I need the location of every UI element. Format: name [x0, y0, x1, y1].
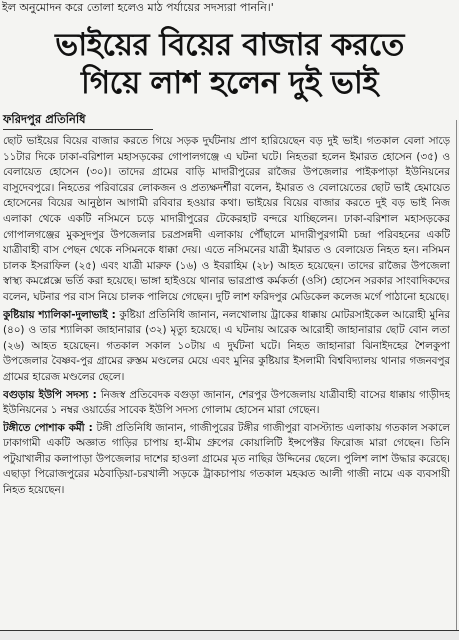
paragraph-text: ছোট ভাইয়ের বিয়ের বাজার করতে গিয়ে সড়ক দুর্ঘটনায় প্রাণ হারিয়েছেন বড় দুই ভাই। গতকাল বেলা সাড়ে ১১টার দিকে ঢাকা-বরিশাল মহাসড়কের গোপালগঞ্জে এ ঘটনা ঘটে। নিহতরা হলেন ইমারত হোসেন (৩৫) ও বেলায়েত হোসেন (৩০)। তাদের গ্রামের বাড়ি মাদারীপুরের রাজৈর উপজেলার পাইকপাড়া ইউনিয়নের বাসুদেবপুরে। নিহতের পরিবারের লোকজন ও প্রত্যক্ষদর্শীরা বলেন, ইমারত ও বেলায়েতের ছোট ভাই হেমায়েত হোসেনের বিয়ের আনুষ্ঠান আগামী রবিবার হওয়ার কথা। ভাইয়ের বিয়ের বাজার করতে দুই বড় ভাই নিজ এলাকা থেকে একটি নসিমনে চড়ে মাদারীপুরের টেকেরহাট বন্দরে যাচ্ছিলেন। ঢাকা-বরিশাল মহাসড়কের গোপালগঞ্জের মুকসুদপুর উপজেলার চরপ্রসন্নদী এলাকায় পৌঁছালে মাদারীপুরগামী চন্দ্রা পরিবহনের একটি যাত্রীবাহী বাস পেছন থেকে নসিমনকে ধাক্কা দেয়। এতে নসিমনের যাত্রী ইমারত ও বেলায়েত নিহত হন। নসিমন চালক ইসরাফিল (২৫) এবং যাত্রী মারুফ (১৬) ও ইবরাহিম (২৮) আহত হয়েছেন। তাদের রাজৈর উপজেলা স্বাস্থ্য কমপ্লেক্সে ভর্তি করা হয়েছে। ভাঙ্গা হাইওয়ে থানার ভারপ্রাপ্ত কর্মকর্তা (ওসি) হোসেন সরকার সাংবাদিকদের বলেন, ঘটনার পর বাস নিয়ে চালক পালিয়ে গেছেন। দুটি লাশ ফরিদপুর মেডিকেল কলেজ মর্গে পাঠানো হয়েছে। — [3, 135, 450, 303]
byline: ফরিদপুর প্রতিনিধি — [3, 112, 86, 126]
paragraph-lead: বগুড়ায় ইউপি সদস্য : — [3, 388, 97, 401]
paragraph-lead: কুষ্টিয়ায় শ্যালিকা-দুলাভাই : — [3, 308, 116, 321]
paragraph-text: কুষ্টিয়া প্রতিনিধি জানান, নলখোলায় ট্রাকের ধাক্কায় মোটরসাইকেল আরোহী মুনির (৪০) ও তার শ্যালিকা জাহানারার (৩২) মৃত্যু হয়েছে। এ ঘটনায় আরেক আরোহী জাহানারার ছোট বোন লতা (২৬) আহত হয়েছেন। গতকাল সকাল ১০টায় এ দুর্ঘটনা ঘটে। নিহত জাহানারা ঝিনাইদহের শৈলকুপা উপজেলার বৈষ্ণব-পুর গ্রামের রুস্তম মণ্ডলের মেয়ে এবং মুনির কুষ্টিয়ার ইসলামী বিশ্ববিদ্যালয় থানার গজনবপুর গ্রামের হারেজ মণ্ডলের ছেলে। — [3, 308, 450, 383]
headline — [0, 26, 459, 102]
headline-line-1: ভাইয়ের বিয়ের বাজার করতে — [55, 27, 404, 63]
byline-divider — [3, 129, 153, 130]
previous-article-snippet: ইল অনুমোদন করে তোলা হলেও মাঠ পর্যায়ের সদস্যরা পাননি।' — [2, 1, 274, 14]
article-paragraph — [3, 421, 450, 499]
headline-line-2: গিয়ে লাশ হলেন দুই ভাই — [81, 65, 378, 101]
paragraph-text: নিজস্ব প্রতিবেদক বগুড়া জানান, শেরপুর উপজেলায় যাত্রীবাহী বাসের ধাক্কায় গাড়ীদহ ইউনিয়নের ১ নম্বর ওয়ার্ডের সাবেক ইউপি সদস্য গোলাম হোসেন মারা গেছেন। — [3, 388, 450, 417]
paragraph-lead: টঙ্গীতে পোশাক কর্মী : — [3, 421, 93, 434]
article-paragraph — [3, 388, 450, 419]
article-paragraph — [3, 308, 450, 386]
column-divider — [456, 120, 457, 639]
article-paragraph — [3, 134, 450, 306]
article-body — [3, 134, 450, 634]
paragraph-text: টঙ্গী প্রতিনিধি জানান, গাজীপুরের টঙ্গীর গাজীপুরা বাসস্ট্যান্ড এলাকায় গতকাল সকালে ঢাকাগামী একটি অজ্ঞাত গাড়ির চাপায় হা-মীম গ্রুপের কোয়ালিটি ইন্সপেক্টর ফিরোজ মারা গেছেন। তিনি পটুয়াখালীর কলাপাড়া উপজেলার দাশের হাওলা গ্রামের মৃত নাছির উদ্দিনের ছেলে। পুলিশ লাশ উদ্ধার করেছে। এছাড়া পিরোজপুরের মঠবাড়িয়া-চরখালী সড়কে ট্রাকচাপায় গতকাল মহব্বত আলী গাজী নামে এক ব্যবসায়ী নিহত হয়েছেন। — [3, 421, 450, 497]
